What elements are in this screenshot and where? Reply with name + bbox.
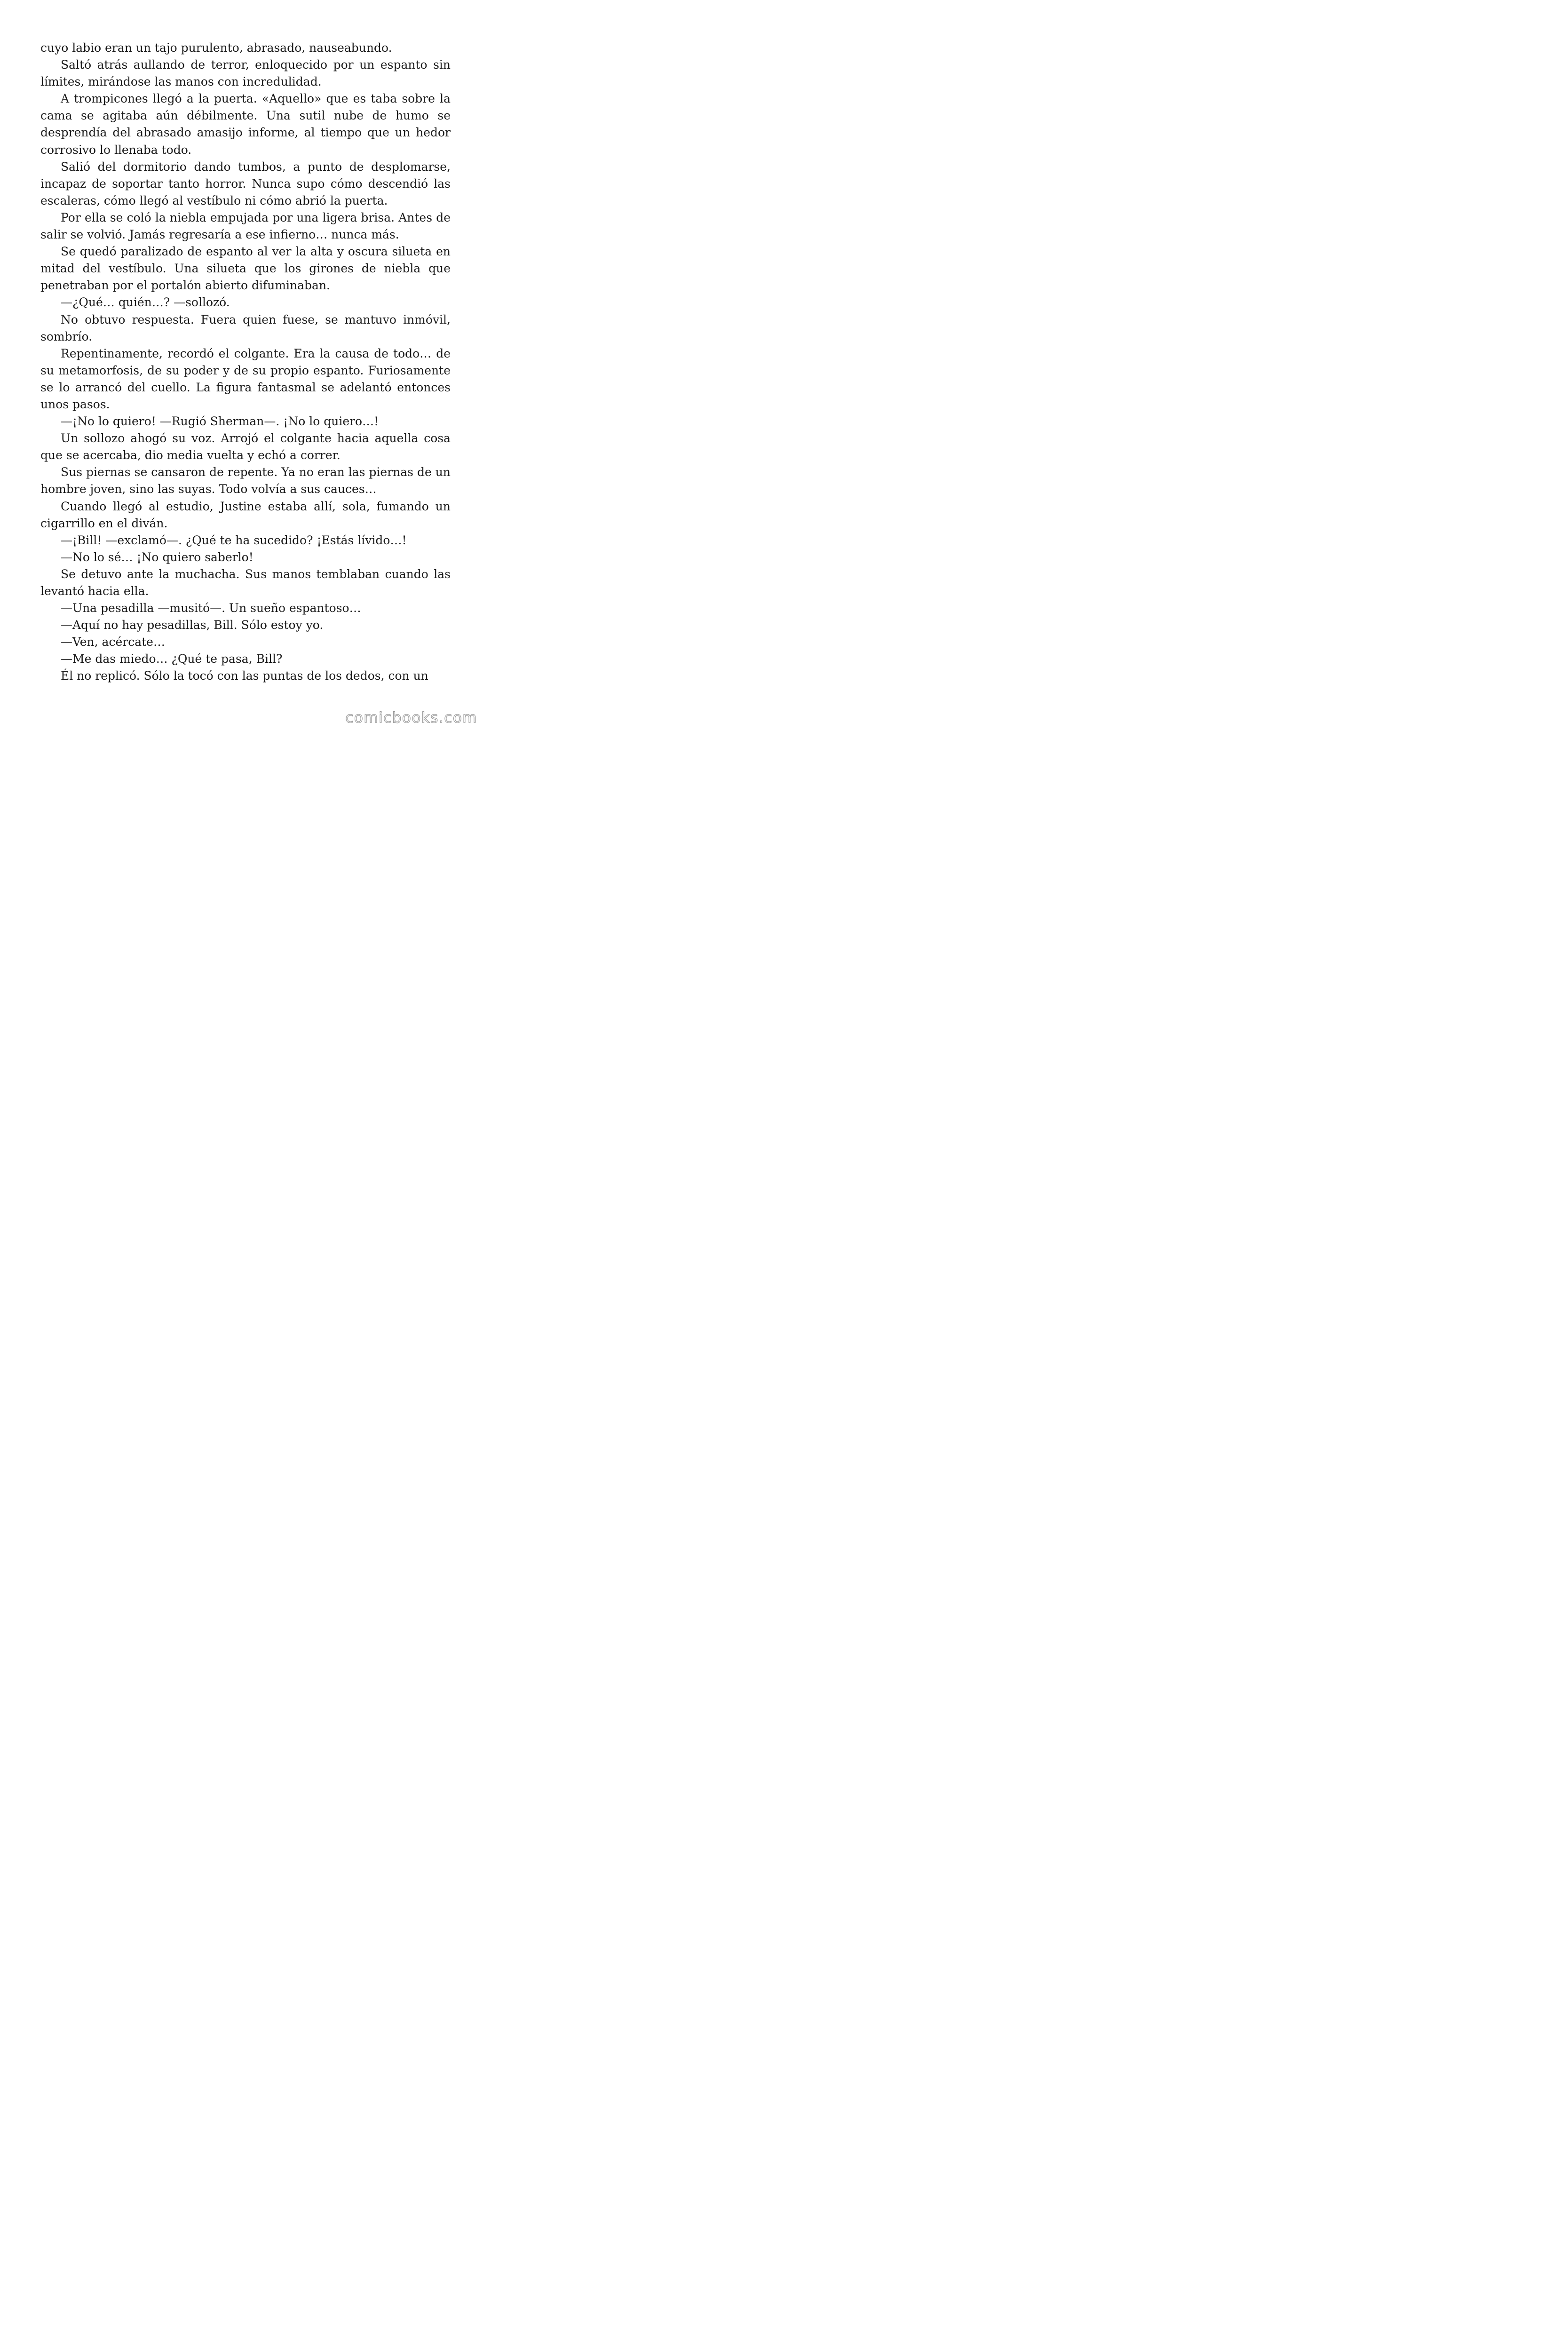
paragraph: Sus piernas se cansaron de repente. Ya no eran las piernas de un hombre joven, sino las suyas. Todo volvía a sus cauces…: [40, 465, 451, 496]
paragraph: Cuando llegó al estudio, Justine estaba allí, sola, fumando un cigarrillo en el diván.: [40, 499, 451, 530]
paragraph: Salió del dormitorio dando tumbos, a punto de desplomarse, incapaz de soportar tanto horror. Nunca supo cómo descendió las escaleras, cómo llegó al vestíbulo ni cómo abrió la puerta.: [40, 159, 451, 207]
site-watermark: comicbooks.com: [345, 709, 477, 726]
dialogue-line: —¿Qué… quién…? —sollozó.: [61, 295, 230, 310]
paragraph: A trompicones llegó a la puerta. «Aquello» que es taba sobre la cama se agitaba aún débilmente. Una sutil nube de humo se desprendía del abrasado amasijo informe, al tiempo que un hedor corrosivo lo llenaba todo.: [40, 92, 451, 157]
paragraph: Se quedó paralizado de espanto al ver la alta y oscura silueta en mitad del vestíbulo. Una silueta que los girones de niebla que penetraban por el portalón abierto difuminaban.: [40, 245, 451, 293]
dialogue-line: —Una pesadilla —musitó—. Un sueño espantoso…: [61, 601, 361, 615]
dialogue-line: —¡Bill! —exclamó—. ¿Qué te ha sucedido? ¡Estás lívido…!: [61, 533, 407, 547]
dialogue-line: —No lo sé… ¡No quiero saberlo!: [61, 550, 253, 564]
paragraph-continued: cuyo labio eran un tajo purulento, abrasado, nauseabundo.: [40, 41, 392, 55]
paragraph: Repentinamente, recordó el colgante. Era la causa de todo… de su metamorfosis, de su poder y de su propio espanto. Furiosamente se lo arrancó del cuello. La figura fantasmal se adelantó entonces unos pasos.: [40, 346, 451, 411]
paragraph: Saltó atrás aullando de terror, enloquecido por un espanto sin límites, mirándose las manos con incredulidad.: [40, 58, 451, 89]
dialogue-line: —Aquí no hay pesadillas, Bill. Sólo estoy yo.: [61, 618, 324, 632]
paragraph: No obtuvo respuesta. Fuera quien fuese, se mantuvo inmóvil, sombrío.: [40, 312, 451, 343]
dialogue-line: —Me das miedo… ¿Qué te pasa, Bill?: [61, 652, 283, 666]
dialogue-line: —¡No lo quiero! —Rugió Sherman—. ¡No lo quiero…!: [61, 414, 379, 429]
body-text: [40, 40, 451, 685]
paragraph: Se detuvo ante la muchacha. Sus manos temblaban cuando las levantó hacia ella.: [40, 567, 451, 598]
paragraph: Él no replicó. Sólo la tocó con las puntas de los dedos, con un: [61, 669, 428, 683]
paragraph: Un sollozo ahogó su voz. Arrojó el colgante hacia aquella cosa que se acercaba, dio media vuelta y echó a correr.: [40, 431, 451, 462]
book-page: [0, 0, 493, 740]
paragraph: Por ella se coló la niebla empujada por una ligera brisa. Antes de salir se volvió. Jamás regresaría a ese infierno… nunca más.: [40, 210, 451, 242]
dialogue-line: —Ven, acércate…: [61, 635, 165, 649]
